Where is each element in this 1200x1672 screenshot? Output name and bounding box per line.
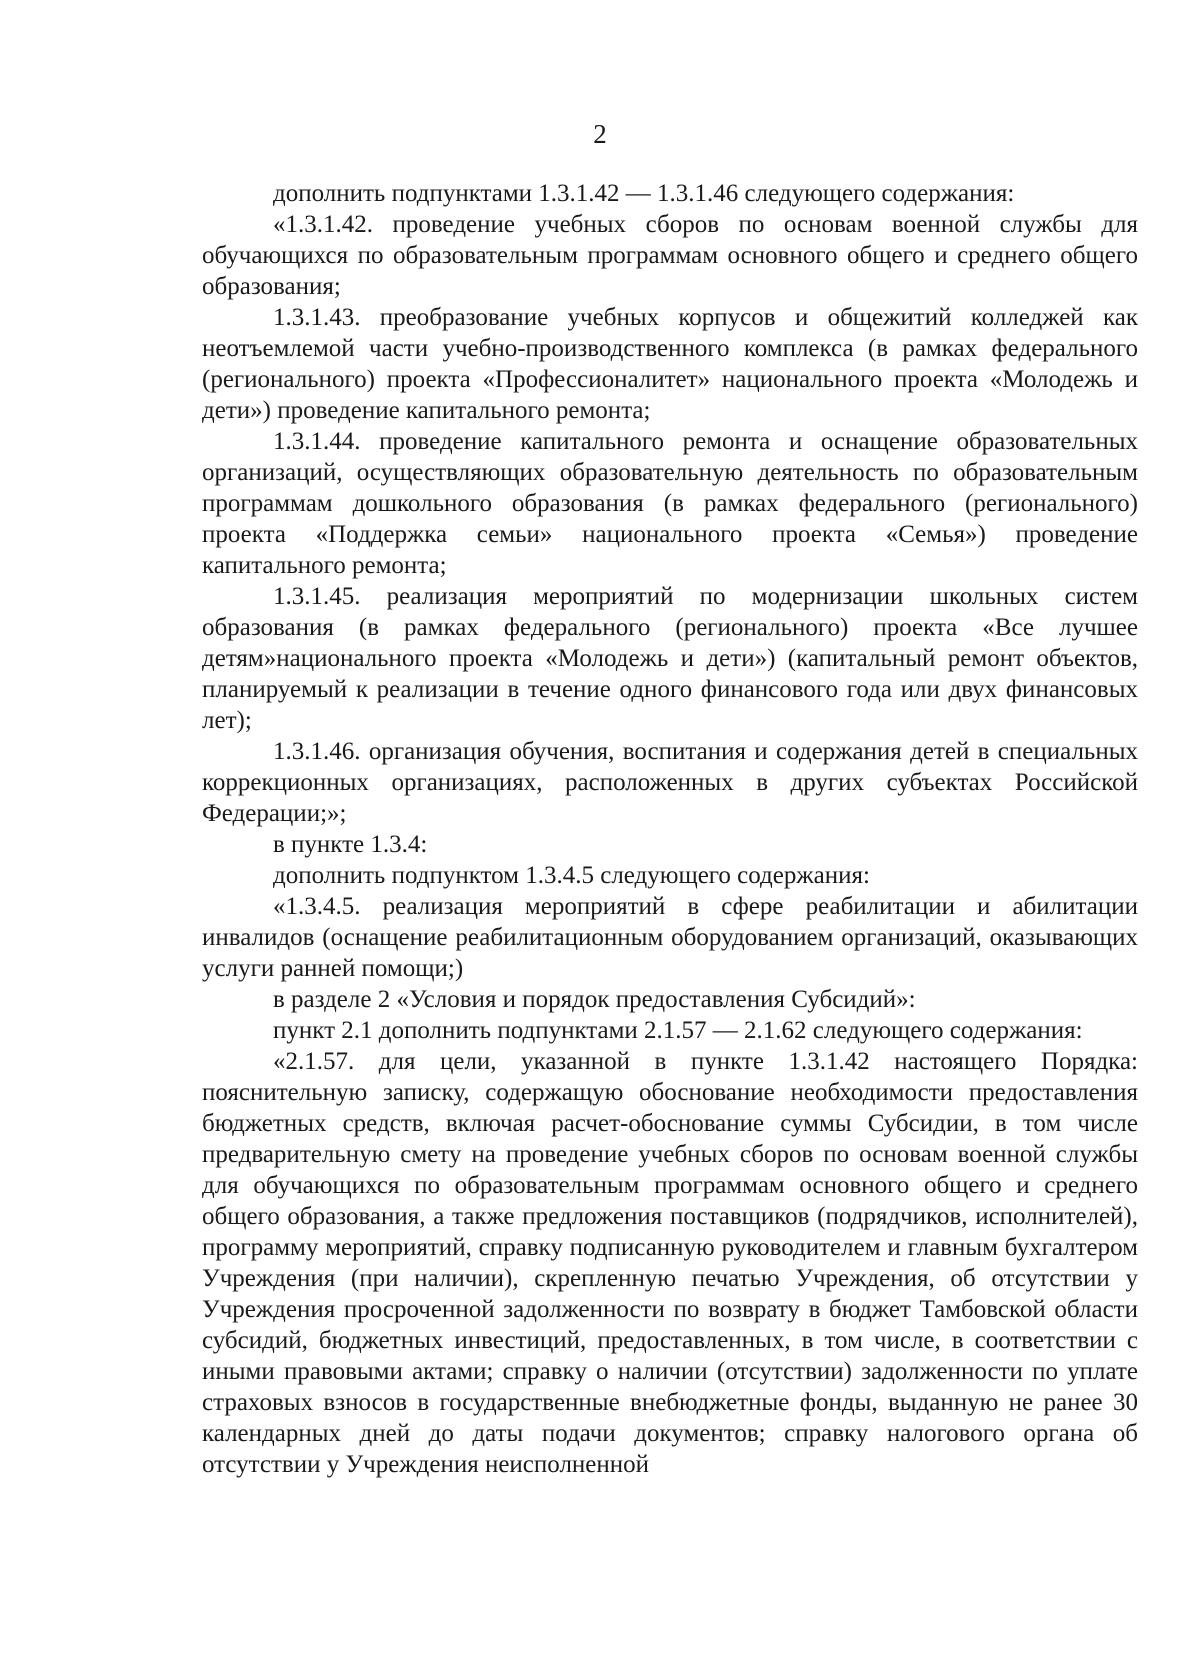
paragraph-2-1-57: «2.1.57. для цели, указанной в пункте 1.3.1.42 настоящего Порядка: пояснительную записку, содержащую обоснование необходимости предоставления бюджетных средств, включая расчет-обоснование суммы Субсидии, в том числе предварительную смету на проведение учебных сборов по основам военной службы для обучающихся по образовательным программам основного общего и среднего общего образования, а также предложения поставщиков (подрядчиков, исполнителей), программу мероприятий, справку подписанную руководителем и главным бухгалтером Учреждения (при наличии), скрепленную печатью Учреждения, об отсутствии у Учреждения просроченной задолженности по возврату в бюджет Тамбовской области субсидий, бюджетных инвестиций, предоставленных, в том числе, в соответствии с иными правовыми актами; справку о наличии (отсутствии) задолженности по уплате страховых взносов в государственные внебюджетные фонды, выданную не ранее 30 календарных дней до даты подачи документов; справку налогового органа об отсутствии у Учреждения неисполненной xyxy=(202,1048,1138,1478)
paragraph-point-1-3-4: в пункте 1.3.4: xyxy=(273,831,428,858)
paragraph-1-3-1-43: 1.3.1.43. преобразование учебных корпусов и общежитий колледжей как неотъемлемой части учебно-производственного комплекса (в рамках федерального (регионального) проекта «Профессионалитет» национального проекта «Молодежь и дети») проведение капитального ремонта; xyxy=(202,304,1138,424)
paragraph-1-3-1-44: 1.3.1.44. проведение капитального ремонта и оснащение образовательных организаций, осуществляющих образовательную деятельность по образовательным программам дошкольного образования (в рамках федерального (регионального) проекта «Поддержка семьи» национального проекта «Семья») проведение капитального ремонта; xyxy=(202,428,1138,579)
paragraph-supplement-1-3-4-5: дополнить подпунктом 1.3.4.5 следующего содержания: xyxy=(273,862,870,889)
paragraph-1-3-1-46: 1.3.1.46. организация обучения, воспитания и содержания детей в специальных коррекционных организациях, расположенных в других субъектах Российской Федерации;»; xyxy=(202,738,1138,827)
document-body xyxy=(202,178,1138,1480)
paragraph-section-2: в разделе 2 «Условия и порядок предоставления Субсидий»: xyxy=(273,986,916,1013)
paragraph-point-2-1: пункт 2.1 дополнить подпунктами 2.1.57 — 2.1.62 следующего содержания: xyxy=(273,1017,1083,1044)
page-number: 2 xyxy=(593,119,607,149)
paragraph-1-3-4-5: «1.3.4.5. реализация мероприятий в сфере реабилитации и абилитации инвалидов (оснащение реабилитационным оборудованием организаций, оказывающих услуги ранней помощи;) xyxy=(202,893,1138,982)
paragraph-1-3-1-42: «1.3.1.42. проведение учебных сборов по основам военной службы для обучающихся по образовательным программам основного общего и среднего общего образования; xyxy=(202,211,1138,300)
paragraph-intro: дополнить подпунктами 1.3.1.42 — 1.3.1.46 следующего содержания: xyxy=(273,180,1015,207)
paragraph-1-3-1-45: 1.3.1.45. реализация мероприятий по модернизации школьных систем образования (в рамках федерального (регионального) проекта «Все лучшее детям»национального проекта «Молодежь и дети») (капитальный ремонт объектов, планируемый к реализации в течение одного финансового года или двух финансовых лет); xyxy=(202,583,1138,734)
